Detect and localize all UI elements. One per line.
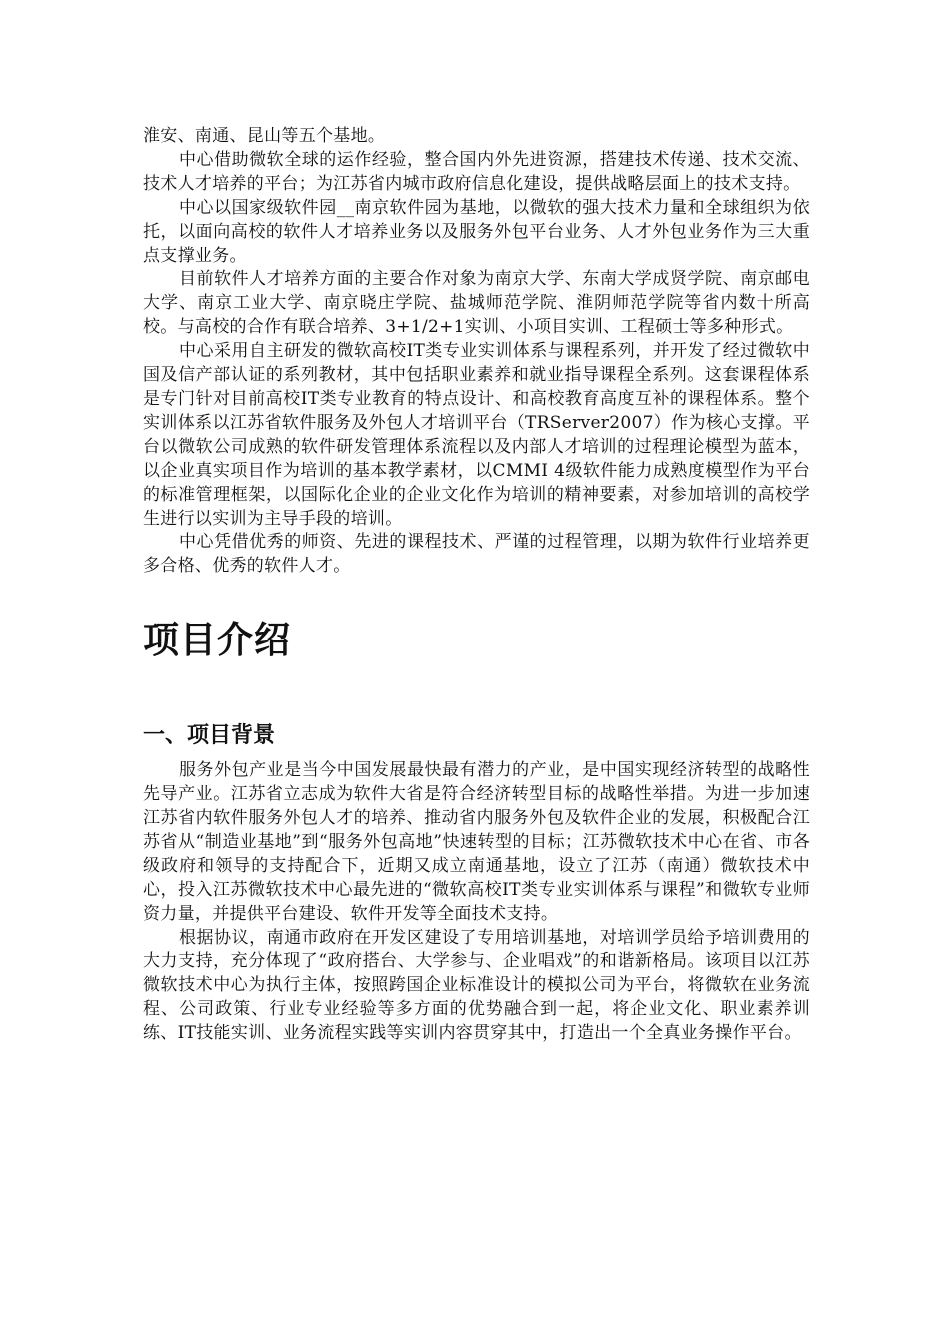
intro-paragraph: 中心以国家级软件园__南京软件园为基地，以微软的强大技术力量和全球组织为依托，以面向高校的软件人才培养业务以及服务外包平台业务、人才外包业务作为三大重点支撑业务。 <box>143 197 810 266</box>
intro-paragraph: 中心凭借优秀的师资、先进的课程技术、严谨的过程管理，以期为软件行业培养更多合格、优秀的软件人才。 <box>143 532 810 577</box>
background-paragraph: 服务外包产业是当今中国发展最快最有潜力的产业，是中国实现经济转型的战略性先导产业。江苏省立志成为软件大省是符合经济转型目标的战略性举措。为进一步加速江苏省内软件服务外包人才的培养、推动省内服务外包及软件企业的发展，积极配合江苏省从“制造业基地”到“服务外包高地”快速转型的目标；江苏微软技术中心在省、市各级政府和领导的支持配合下，近期又成立南通基地，设立了江苏（南通）微软技术中心，投入江苏微软技术中心最先进的“微软高校IT类专业实训体系与课程”和微软专业师资力量，并提供平台建设、软件开发等全面技术支持。 <box>143 760 810 924</box>
background-paragraph: 根据协议，南通市政府在开发区建设了专用培训基地，对培训学员给予培训费用的大力支持，充分体现了“政府搭台、大学参与、企业唱戏”的和谐新格局。该项目以江苏微软技术中心为执行主体，按照跨国企业标准设计的模拟公司为平台，将微软在业务流程、公司政策、行业专业经验等多方面的优势融合到一起，将企业文化、职业素养训练、IT技能实训、业务流程实践等实训内容贯穿其中，打造出一个全真业务操作平台。 <box>143 927 810 1044</box>
intro-paragraph: 目前软件人才培养方面的主要合作对象为南京大学、东南大学成贤学院、南京邮电大学、南京工业大学、南京晓庄学院、盐城师范学院、淮阴师范学院等省内数十所高校。与高校的合作有联合培养、3+1/2+1实训、小项目实训、工程硕士等多种形式。 <box>143 269 810 338</box>
intro-paragraph: 中心借助微软全球的运作经验，整合国内外先进资源，搭建技术传递、技术交流、技术人才培养的平台；为江苏省内城市政府信息化建设，提供战略层面上的技术支持。 <box>143 149 810 194</box>
section-heading: 项目介绍 <box>143 620 292 662</box>
intro-paragraph-continued: 淮安、南通、昆山等五个基地。 <box>143 126 386 146</box>
intro-paragraph: 中心采用自主研发的微软高校IT类专业实训体系与课程系列，并开发了经过微软中国及信产部认证的系列教材，其中包括职业素养和就业指导课程全系列。这套课程体系是专门针对目前高校IT类专业教育的特点设计、和高校教育高度互补的课程体系。整个实训体系以江苏省软件服务及外包人才培训平台（TRServer2007）作为核心支撑。平台以微软公司成熟的软件研发管理体系流程以及内部人才培训的过程理论模型为蓝本，以企业真实项目作为培训的基本教学素材，以CMMI 4级软件能力成熟度模型作为平台的标准管理框架，以国际化企业的企业文化作为培训的精神要素，对参加培训的高校学生进行以实训为主导手段的培训。 <box>143 341 810 529</box>
subsection-heading: 一、项目背景 <box>143 723 276 749</box>
document-page <box>143 125 810 1046</box>
